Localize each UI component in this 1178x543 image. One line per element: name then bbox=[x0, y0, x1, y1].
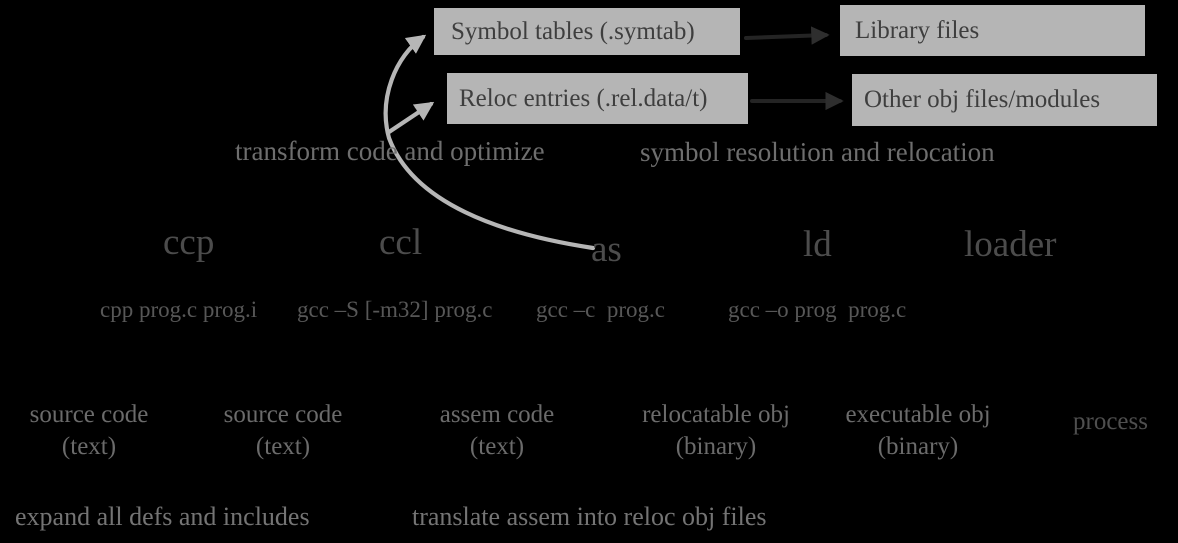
command-gcc-o: gcc –o prog prog.c bbox=[728, 297, 907, 322]
reloc-entries-box bbox=[447, 73, 748, 124]
output-source-code-2 bbox=[163, 399, 403, 463]
reloc-entries-label: Reloc entries (.rel.data/t) bbox=[459, 84, 708, 112]
stage-ccp: ccp bbox=[163, 222, 215, 263]
stage-ld: ld bbox=[803, 224, 832, 265]
arrow-to-library-files bbox=[746, 35, 826, 38]
output-format: (text) bbox=[61, 433, 117, 460]
output-executable-obj bbox=[798, 399, 1038, 463]
output-process bbox=[1073, 406, 1148, 438]
library-files-box bbox=[840, 5, 1145, 56]
output-name: assem code bbox=[439, 401, 555, 428]
output-format: (binary) bbox=[675, 433, 757, 460]
command-gcc-S: gcc –S [-m32] prog.c bbox=[297, 297, 493, 322]
preprocess-caption: expand all defs and includes bbox=[15, 502, 310, 531]
symbol-tables-box bbox=[434, 8, 740, 55]
output-name: relocatable obj bbox=[642, 401, 790, 428]
assembler-to-reloc-arrow bbox=[389, 104, 431, 132]
output-format: (text) bbox=[469, 433, 525, 460]
output-format: (text) bbox=[255, 433, 311, 460]
output-format: (binary) bbox=[877, 433, 959, 460]
stage-loader: loader bbox=[964, 224, 1057, 265]
other-obj-files-label: Other obj files/modules bbox=[864, 86, 1101, 113]
link-caption: symbol resolution and relocation bbox=[640, 137, 995, 167]
stage-ccl: ccl bbox=[379, 222, 423, 263]
output-name: source code bbox=[223, 401, 343, 428]
other-obj-files-box bbox=[852, 74, 1157, 126]
library-files-label: Library files bbox=[855, 16, 980, 44]
command-cpp: cpp prog.c prog.i bbox=[100, 297, 258, 322]
compile-caption: transform code and optimize bbox=[235, 136, 545, 166]
output-name: process bbox=[1073, 408, 1148, 435]
output-assem-code bbox=[377, 399, 617, 463]
assemble-caption: translate assem into reloc obj files bbox=[412, 502, 767, 531]
output-name: source code bbox=[29, 401, 149, 428]
stage-as: as bbox=[591, 229, 622, 270]
command-gcc-c: gcc –c prog.c bbox=[536, 297, 665, 322]
symbol-tables-label: Symbol tables (.symtab) bbox=[451, 17, 695, 45]
output-name: executable obj bbox=[845, 401, 991, 428]
